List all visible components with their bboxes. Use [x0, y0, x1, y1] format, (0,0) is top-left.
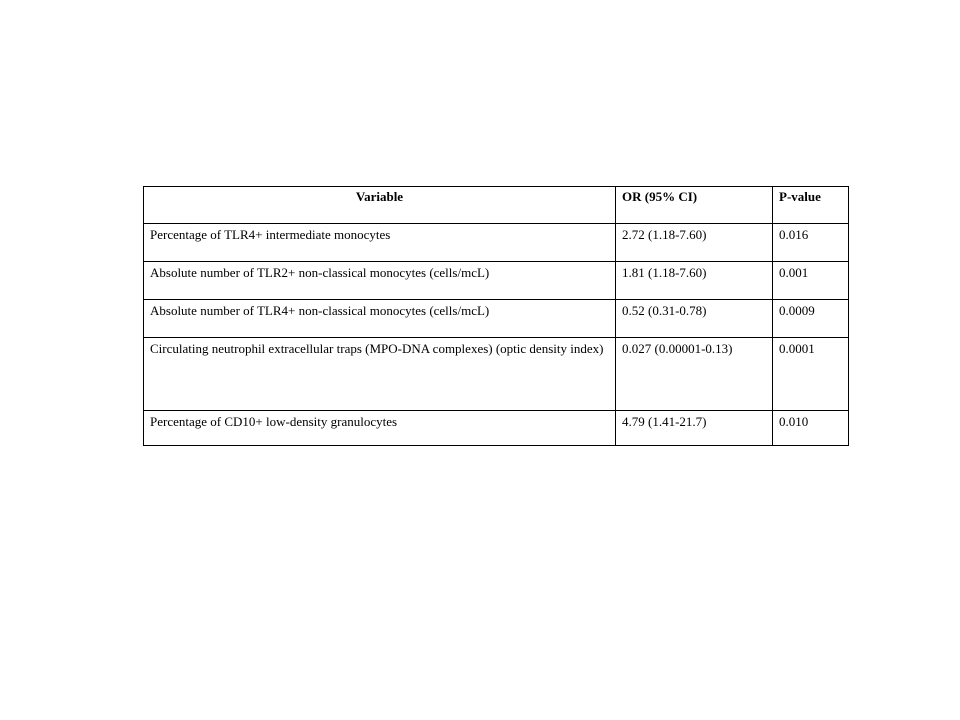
odds-ratio-table — [143, 186, 849, 446]
cell-or-ci: 0.027 (0.00001-0.13) — [616, 338, 773, 411]
cell-or-ci: 1.81 (1.18-7.60) — [616, 262, 773, 300]
header-p-value: P-value — [773, 187, 849, 224]
table-row — [144, 224, 849, 262]
cell-p-value: 0.016 — [773, 224, 849, 262]
cell-variable: Absolute number of TLR4+ non-classical monocytes (cells/mcL) — [144, 300, 616, 338]
cell-p-value: 0.0001 — [773, 338, 849, 411]
table-row — [144, 411, 849, 446]
cell-variable: Percentage of TLR4+ intermediate monocytes — [144, 224, 616, 262]
cell-or-ci: 0.52 (0.31-0.78) — [616, 300, 773, 338]
cell-or-ci: 2.72 (1.18-7.60) — [616, 224, 773, 262]
cell-variable: Absolute number of TLR2+ non-classical monocytes (cells/mcL) — [144, 262, 616, 300]
cell-p-value: 0.0009 — [773, 300, 849, 338]
cell-p-value: 0.001 — [773, 262, 849, 300]
table-row — [144, 300, 849, 338]
header-variable: Variable — [144, 187, 616, 224]
header-or-ci: OR (95% CI) — [616, 187, 773, 224]
table-header-row — [144, 187, 849, 224]
cell-or-ci: 4.79 (1.41-21.7) — [616, 411, 773, 446]
cell-variable: Percentage of CD10+ low-density granulocytes — [144, 411, 616, 446]
results-table-container — [143, 186, 848, 446]
table-row — [144, 338, 849, 411]
table-row — [144, 262, 849, 300]
cell-p-value: 0.010 — [773, 411, 849, 446]
cell-variable: Circulating neutrophil extracellular traps (MPO-DNA complexes) (optic density index) — [144, 338, 616, 411]
